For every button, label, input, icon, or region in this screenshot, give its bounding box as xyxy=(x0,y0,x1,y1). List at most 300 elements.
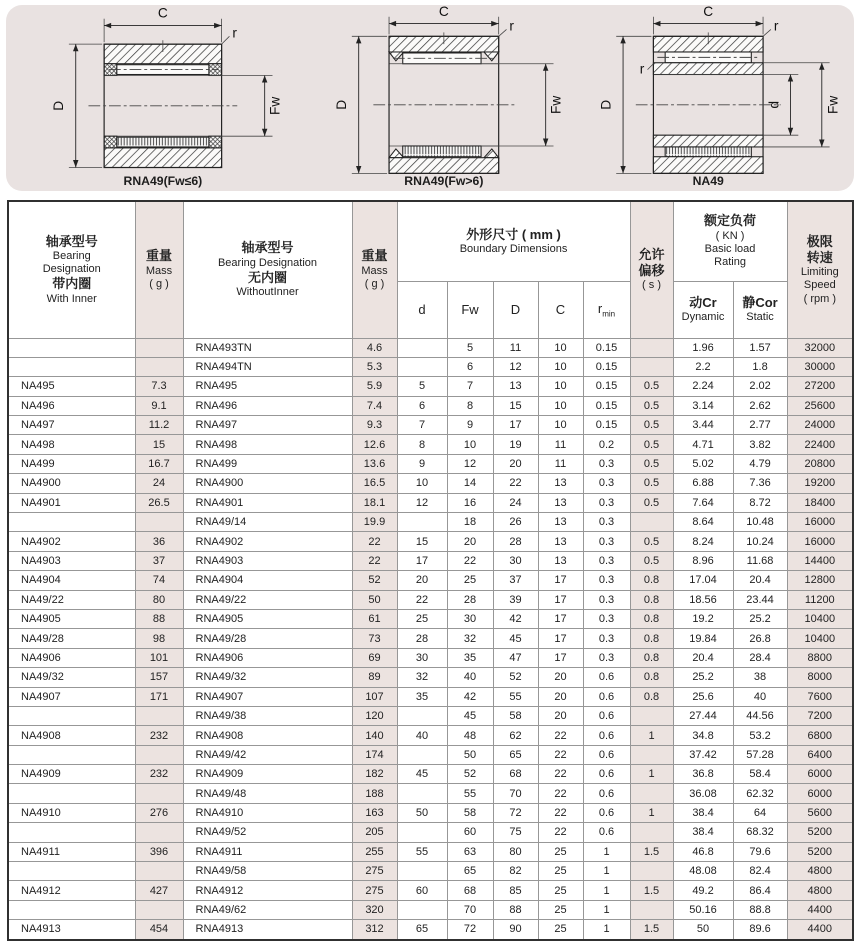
cell xyxy=(8,745,135,764)
cell: RNA49/42 xyxy=(183,745,352,764)
header-text: Speed xyxy=(803,279,836,292)
cell: 3.82 xyxy=(733,435,787,454)
cell: 0.5 xyxy=(630,416,673,435)
cell: 24 xyxy=(135,474,183,493)
cell: 0.6 xyxy=(583,706,630,725)
cell: 88.8 xyxy=(733,900,787,919)
cell: 79.6 xyxy=(733,842,787,861)
cell: 45 xyxy=(493,629,538,648)
header-text: Limiting xyxy=(800,266,839,279)
cell: 11 xyxy=(538,454,583,473)
dim-label-r: r xyxy=(639,61,644,77)
cell: 65 xyxy=(397,920,447,940)
cell: 20 xyxy=(538,706,583,725)
cell: 17 xyxy=(538,571,583,590)
cell: RNA498 xyxy=(183,435,352,454)
header-text: ( rpm ) xyxy=(803,292,836,305)
header-text: Rating xyxy=(714,255,746,268)
cell: 40 xyxy=(733,687,787,706)
cell: 68 xyxy=(493,765,538,784)
cell: 10.24 xyxy=(733,532,787,551)
cell: 36.8 xyxy=(673,765,733,784)
header-text: ( s ) xyxy=(642,279,661,292)
cell: 10 xyxy=(538,416,583,435)
cell: RNA49/58 xyxy=(183,862,352,881)
cell xyxy=(397,784,447,803)
cell: 312 xyxy=(352,920,397,940)
cell: RNA499 xyxy=(183,454,352,473)
cell: 0.8 xyxy=(630,687,673,706)
cell: 0.5 xyxy=(630,454,673,473)
cell: 18.1 xyxy=(352,493,397,512)
cell: 28 xyxy=(493,532,538,551)
cell: NA49/22 xyxy=(8,590,135,609)
cell: 13 xyxy=(538,474,583,493)
cell: 27.44 xyxy=(673,706,733,725)
cell: RNA49/22 xyxy=(183,590,352,609)
cell: RNA49/14 xyxy=(183,513,352,532)
cell: 14400 xyxy=(787,551,853,570)
cell: 5200 xyxy=(787,823,853,842)
cell: 0.8 xyxy=(630,571,673,590)
cell xyxy=(397,900,447,919)
cell: 35 xyxy=(397,687,447,706)
dim-label-d: d xyxy=(766,101,782,109)
bearing-section xyxy=(374,32,515,173)
header-text: 外形尺寸 ( mm ) xyxy=(466,226,561,242)
cell: NA49/28 xyxy=(8,629,135,648)
cell: 22 xyxy=(538,765,583,784)
cell: 0.15 xyxy=(583,396,630,415)
cell: 140 xyxy=(352,726,397,745)
header-text: ( g ) xyxy=(149,277,169,290)
cell: 16.7 xyxy=(135,454,183,473)
cell: 1 xyxy=(630,726,673,745)
table-row xyxy=(8,668,853,687)
cell: 55 xyxy=(397,842,447,861)
table-row xyxy=(8,920,853,940)
cell: 6 xyxy=(397,396,447,415)
cell: 0.5 xyxy=(630,435,673,454)
cell: 13 xyxy=(538,532,583,551)
cell: 30 xyxy=(493,551,538,570)
table-row xyxy=(8,745,853,764)
cell: 0.3 xyxy=(583,532,630,551)
cell: NA495 xyxy=(8,377,135,396)
cell: 26.8 xyxy=(733,629,787,648)
table-row xyxy=(8,474,853,493)
header-text: WithoutInner xyxy=(236,286,299,298)
cell: 10.48 xyxy=(733,513,787,532)
cell: NA4900 xyxy=(8,474,135,493)
table-row xyxy=(8,648,853,667)
header-text: With Inner xyxy=(46,292,97,305)
cell: 8 xyxy=(397,435,447,454)
cell: 2.77 xyxy=(733,416,787,435)
header-text: ( KN ) xyxy=(715,229,745,242)
cell: 8000 xyxy=(787,668,853,687)
cell: 89.6 xyxy=(733,920,787,940)
table-row xyxy=(8,629,853,648)
header-col-static xyxy=(733,281,787,338)
cell: RNA496 xyxy=(183,396,352,415)
cell: 18 xyxy=(447,513,493,532)
header-text: Basic load xyxy=(704,242,756,255)
dim-label-r: r xyxy=(232,25,237,41)
cell xyxy=(397,823,447,842)
table-row xyxy=(8,493,853,512)
cell: 320 xyxy=(352,900,397,919)
cell: 47 xyxy=(493,648,538,667)
cell: 188 xyxy=(352,784,397,803)
table-body xyxy=(8,338,853,940)
cell: 24000 xyxy=(787,416,853,435)
cell: 45 xyxy=(397,765,447,784)
cell: 5600 xyxy=(787,803,853,822)
cell: 5.3 xyxy=(352,357,397,376)
cell xyxy=(630,513,673,532)
cell: 5.02 xyxy=(673,454,733,473)
cell: 13 xyxy=(538,551,583,570)
cell: 0.8 xyxy=(630,648,673,667)
cell: 0.3 xyxy=(583,474,630,493)
cell: 1 xyxy=(583,881,630,900)
header-text: 轴承型号 xyxy=(241,240,294,256)
cell xyxy=(397,513,447,532)
cell: 174 xyxy=(352,745,397,764)
cell: NA4908 xyxy=(8,726,135,745)
cell: 40 xyxy=(447,668,493,687)
cell: 14 xyxy=(447,474,493,493)
cell xyxy=(135,357,183,376)
cell: 32000 xyxy=(787,338,853,357)
cell xyxy=(630,823,673,842)
cell: 17.04 xyxy=(673,571,733,590)
dimension-r-inner xyxy=(639,62,653,77)
header-text: d xyxy=(418,302,426,317)
cell: 19.9 xyxy=(352,513,397,532)
cell: RNA4909 xyxy=(183,765,352,784)
cell: 276 xyxy=(135,803,183,822)
cell: 19.84 xyxy=(673,629,733,648)
header-text: min xyxy=(602,309,616,319)
cell: RNA4901 xyxy=(183,493,352,512)
cell: 22 xyxy=(397,590,447,609)
cell: 37.42 xyxy=(673,745,733,764)
header-mass-without-inner xyxy=(352,201,397,338)
table-row xyxy=(8,823,853,842)
dimension-c xyxy=(104,6,221,42)
cell: 10 xyxy=(538,338,583,357)
cell: RNA4907 xyxy=(183,687,352,706)
cell: 89 xyxy=(352,668,397,687)
cell: 1 xyxy=(583,900,630,919)
cell: 42 xyxy=(493,609,538,628)
header-basic-load-rating xyxy=(673,201,787,281)
cell: 12.6 xyxy=(352,435,397,454)
cell: 50 xyxy=(673,920,733,940)
header-text: Dynamic xyxy=(681,311,725,324)
dim-label-fw: Fw xyxy=(548,95,564,114)
cell: 0.3 xyxy=(583,493,630,512)
cell: 10 xyxy=(538,377,583,396)
cell: 16000 xyxy=(787,513,853,532)
cell: 8 xyxy=(447,396,493,415)
dim-label-r: r xyxy=(509,18,515,34)
header-col-C xyxy=(538,281,583,338)
cell: 70 xyxy=(493,784,538,803)
cell: 0.3 xyxy=(583,629,630,648)
cell: 25 xyxy=(538,920,583,940)
header-text: Bearing xyxy=(52,249,91,262)
cell: 0.5 xyxy=(630,532,673,551)
cell xyxy=(630,706,673,725)
cell: 25 xyxy=(538,881,583,900)
cell: 7200 xyxy=(787,706,853,725)
cell: 22 xyxy=(538,823,583,842)
cell: 32 xyxy=(447,629,493,648)
cell: NA4902 xyxy=(8,532,135,551)
cell: RNA49/38 xyxy=(183,706,352,725)
bearing-diagram-rna49-narrow xyxy=(8,5,289,191)
cell: 9 xyxy=(447,416,493,435)
cell: 13 xyxy=(493,377,538,396)
cell: 120 xyxy=(352,706,397,725)
cell: 2.24 xyxy=(673,377,733,396)
cell: RNA49/52 xyxy=(183,823,352,842)
cell: 52 xyxy=(493,668,538,687)
cell: 25.2 xyxy=(673,668,733,687)
cell: 7.64 xyxy=(673,493,733,512)
cell: 20 xyxy=(538,668,583,687)
cell: 8800 xyxy=(787,648,853,667)
cell xyxy=(397,862,447,881)
cell: 1.5 xyxy=(630,842,673,861)
cell: 12800 xyxy=(787,571,853,590)
cell: 25.6 xyxy=(673,687,733,706)
cell: 73 xyxy=(352,629,397,648)
cell: 10 xyxy=(397,474,447,493)
cell: 62.32 xyxy=(733,784,787,803)
cell xyxy=(135,823,183,842)
cell xyxy=(8,823,135,842)
dim-label-D: D xyxy=(51,100,67,111)
cell: 0.6 xyxy=(583,784,630,803)
cell: 17 xyxy=(397,551,447,570)
cell: 68.32 xyxy=(733,823,787,842)
cell: 58 xyxy=(447,803,493,822)
cell: 1.5 xyxy=(630,881,673,900)
header-text: ( g ) xyxy=(364,277,385,290)
cell: 55 xyxy=(493,687,538,706)
cell: 6 xyxy=(447,357,493,376)
cell: NA496 xyxy=(8,396,135,415)
cell: 48.08 xyxy=(673,862,733,881)
dimension-c xyxy=(653,5,763,34)
dim-label-c: C xyxy=(702,5,713,19)
bearing-section xyxy=(88,40,237,167)
table-row xyxy=(8,765,853,784)
cell: 12 xyxy=(397,493,447,512)
cell: 32 xyxy=(397,668,447,687)
header-without-inner xyxy=(183,201,352,338)
cell: 5200 xyxy=(787,842,853,861)
cell: 10400 xyxy=(787,629,853,648)
cell: 4800 xyxy=(787,862,853,881)
cell: 1 xyxy=(583,920,630,940)
dim-label-fw: Fw xyxy=(267,96,283,115)
bearing-diagram-na49 xyxy=(571,5,852,191)
cell: 50 xyxy=(397,803,447,822)
table-row xyxy=(8,609,853,628)
cell: RNA4905 xyxy=(183,609,352,628)
cell: 157 xyxy=(135,668,183,687)
cell: 38 xyxy=(733,668,787,687)
cell: 36 xyxy=(135,532,183,551)
cell: 20.4 xyxy=(673,648,733,667)
table-row xyxy=(8,900,853,919)
dim-label-D: D xyxy=(334,99,350,110)
cell: 10 xyxy=(447,435,493,454)
table-row xyxy=(8,726,853,745)
cell: 26 xyxy=(493,513,538,532)
header-text: 偏移 xyxy=(638,263,665,279)
cell: 275 xyxy=(352,881,397,900)
table-row xyxy=(8,706,853,725)
cell: RNA494TN xyxy=(183,357,352,376)
cell: 5.9 xyxy=(352,377,397,396)
table-row xyxy=(8,454,853,473)
cell: 2.62 xyxy=(733,396,787,415)
cell: 17 xyxy=(538,590,583,609)
cell: NA4911 xyxy=(8,842,135,861)
cell: 74 xyxy=(135,571,183,590)
cell: 12 xyxy=(493,357,538,376)
cell: 2.2 xyxy=(673,357,733,376)
cell: 36.08 xyxy=(673,784,733,803)
dimension-r xyxy=(222,25,238,44)
cell: 61 xyxy=(352,609,397,628)
cell: NA49/32 xyxy=(8,668,135,687)
cell: NA4903 xyxy=(8,551,135,570)
cell: 22 xyxy=(538,803,583,822)
cell: 10400 xyxy=(787,609,853,628)
cell: RNA4906 xyxy=(183,648,352,667)
cell xyxy=(630,357,673,376)
cell: 88 xyxy=(135,609,183,628)
cell: 0.6 xyxy=(583,687,630,706)
table-row xyxy=(8,842,853,861)
cell: 3.44 xyxy=(673,416,733,435)
cell: 107 xyxy=(352,687,397,706)
cell: 17 xyxy=(493,416,538,435)
cell: 30 xyxy=(447,609,493,628)
cell: 8.72 xyxy=(733,493,787,512)
header-text: 轴承型号 xyxy=(45,233,98,249)
cell: 85 xyxy=(493,881,538,900)
cell: 44.56 xyxy=(733,706,787,725)
cell: 17 xyxy=(538,609,583,628)
cell: 396 xyxy=(135,842,183,861)
dimension-d-bore xyxy=(763,75,798,136)
diagram-caption: NA49 xyxy=(692,174,724,189)
cell: 22 xyxy=(447,551,493,570)
cell: 0.3 xyxy=(583,571,630,590)
table-row xyxy=(8,416,853,435)
cell: 28 xyxy=(397,629,447,648)
cell: 10 xyxy=(538,396,583,415)
cell: 20 xyxy=(397,571,447,590)
cell: 13.6 xyxy=(352,454,397,473)
header-limiting-speed xyxy=(787,201,853,338)
cell: 171 xyxy=(135,687,183,706)
cell: 22 xyxy=(538,745,583,764)
header-text: Mass xyxy=(145,264,173,277)
cell: 0.15 xyxy=(583,338,630,357)
cell: 4.6 xyxy=(352,338,397,357)
cell: 69 xyxy=(352,648,397,667)
cell xyxy=(135,862,183,881)
cell: 4400 xyxy=(787,900,853,919)
cell: 6000 xyxy=(787,784,853,803)
cell: 17 xyxy=(538,629,583,648)
cell: 1 xyxy=(630,765,673,784)
cell: 37 xyxy=(493,571,538,590)
table-row xyxy=(8,803,853,822)
cell: 11.68 xyxy=(733,551,787,570)
cell: 63 xyxy=(447,842,493,861)
cell xyxy=(8,338,135,357)
cell: 20 xyxy=(493,454,538,473)
header-text: 无内圈 xyxy=(247,269,287,285)
cell: 232 xyxy=(135,765,183,784)
cell: 0.5 xyxy=(630,474,673,493)
cell: 25 xyxy=(538,900,583,919)
table-row xyxy=(8,881,853,900)
header-text: 允许 xyxy=(638,246,665,262)
cell: 7.36 xyxy=(733,474,787,493)
cell: RNA49/32 xyxy=(183,668,352,687)
cell: 68 xyxy=(447,881,493,900)
cell: 1.8 xyxy=(733,357,787,376)
table-row xyxy=(8,377,853,396)
cell xyxy=(8,357,135,376)
cell: RNA4910 xyxy=(183,803,352,822)
cell: 48 xyxy=(447,726,493,745)
cell: RNA497 xyxy=(183,416,352,435)
cell: 0.6 xyxy=(583,726,630,745)
cell xyxy=(630,745,673,764)
cell: 0.2 xyxy=(583,435,630,454)
cell xyxy=(8,513,135,532)
cell: 60 xyxy=(397,881,447,900)
cell: NA4904 xyxy=(8,571,135,590)
table-row xyxy=(8,687,853,706)
cell: 25 xyxy=(397,609,447,628)
cell: RNA4911 xyxy=(183,842,352,861)
cell: 17 xyxy=(538,648,583,667)
header-text: 转速 xyxy=(806,249,833,265)
cell: 30 xyxy=(397,648,447,667)
cell: 25600 xyxy=(787,396,853,415)
cell: 42 xyxy=(447,687,493,706)
cell: 88 xyxy=(493,900,538,919)
cell: RNA4913 xyxy=(183,920,352,940)
cell: 60 xyxy=(447,823,493,842)
diagram-panel xyxy=(6,5,854,191)
table-row xyxy=(8,551,853,570)
table-row xyxy=(8,532,853,551)
